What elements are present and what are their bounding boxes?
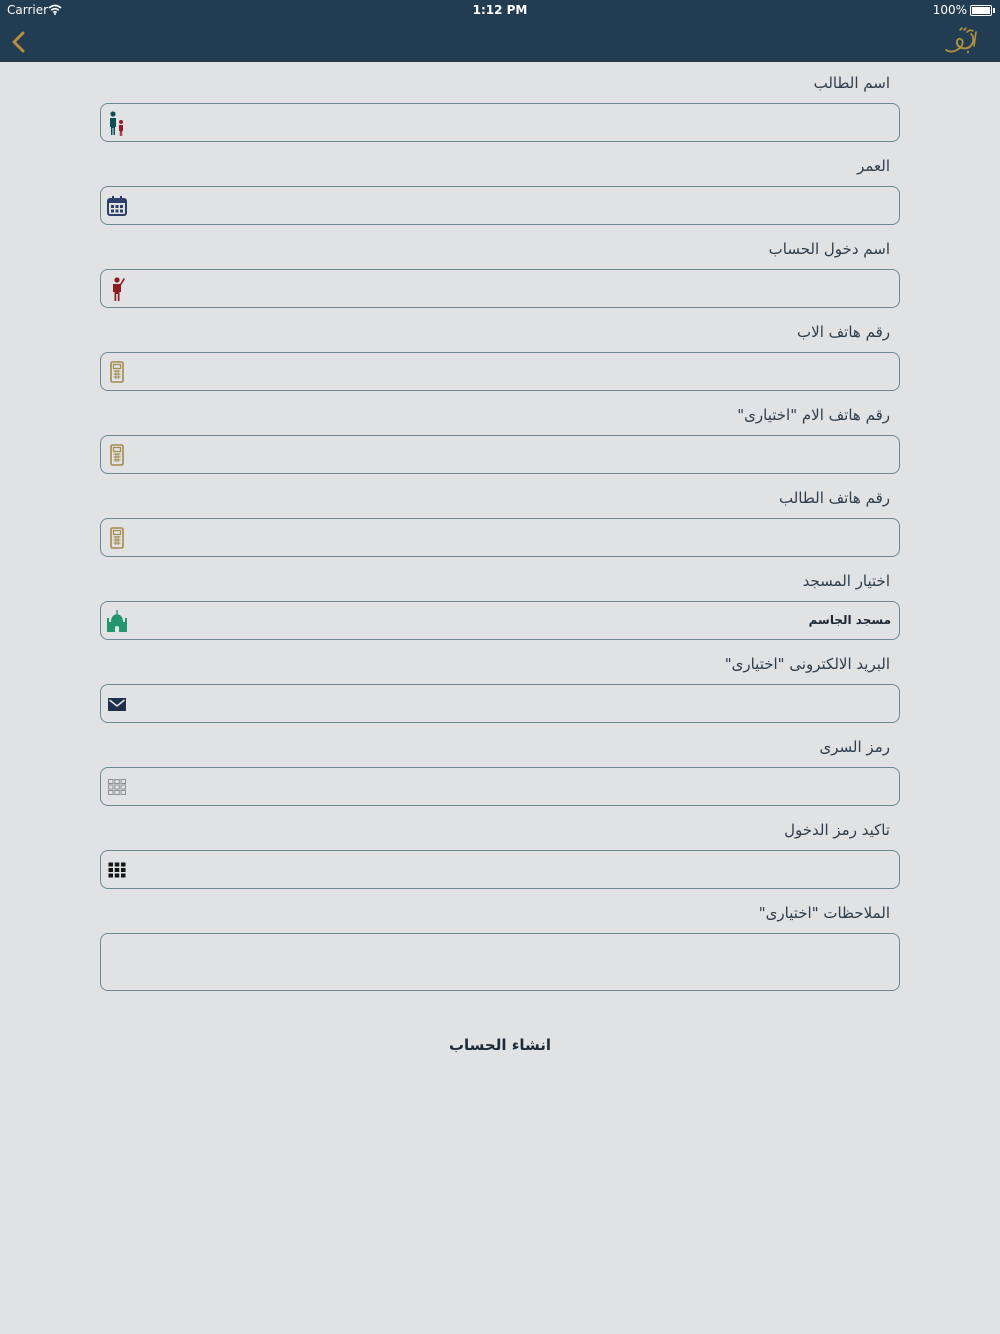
- mother-phone-label: رقم هاتف الام "اختيارى": [737, 406, 890, 424]
- back-button[interactable]: [6, 28, 32, 56]
- father-phone-field[interactable]: [100, 352, 900, 391]
- mosque-select-field[interactable]: [100, 601, 900, 640]
- age-field[interactable]: [100, 186, 900, 225]
- student-name-field[interactable]: [100, 103, 900, 142]
- mosque-selected-value: مسجد الجاسم: [808, 613, 891, 627]
- confirm-password-input[interactable]: [133, 851, 891, 888]
- calendar-icon: [106, 193, 128, 219]
- navigation-bar: [0, 0, 1000, 62]
- student-phone-field[interactable]: [100, 518, 900, 557]
- password-input[interactable]: [133, 768, 891, 805]
- mosque-select-label: اختيار المسجد: [802, 572, 890, 590]
- password-field[interactable]: [100, 767, 900, 806]
- phone-icon: [106, 442, 128, 468]
- student-name-label: اسم الطالب: [813, 74, 890, 92]
- father-phone-input[interactable]: [133, 353, 891, 390]
- phone-icon: [106, 359, 128, 385]
- keypad-outline-icon: [106, 774, 128, 800]
- notes-field[interactable]: [100, 933, 900, 991]
- student-name-input[interactable]: [133, 104, 891, 141]
- father-phone-label: رقم هاتف الاب: [797, 323, 890, 341]
- parent-child-icon: [106, 110, 128, 136]
- battery-percentage: 100%: [932, 3, 967, 17]
- notes-textarea[interactable]: [111, 934, 889, 996]
- phone-icon: [106, 525, 128, 551]
- account-username-field[interactable]: [100, 269, 900, 308]
- mother-phone-field[interactable]: [100, 435, 900, 474]
- email-input[interactable]: [133, 685, 891, 722]
- notes-label: الملاحظات "اختيارى": [758, 904, 890, 922]
- confirm-password-field[interactable]: [100, 850, 900, 889]
- account-username-label: اسم دخول الحساب: [768, 240, 890, 258]
- person-icon: [106, 276, 128, 302]
- create-account-button[interactable]: انشاء الحساب: [400, 1030, 600, 1060]
- mother-phone-input[interactable]: [133, 436, 891, 473]
- account-username-input[interactable]: [133, 270, 891, 307]
- battery-icon: [970, 5, 992, 16]
- carrier-label: Carrier: [7, 3, 49, 17]
- student-phone-label: رقم هاتف الطالب: [778, 489, 890, 507]
- password-label: رمز السرى: [819, 738, 890, 756]
- status-bar: [0, 0, 1000, 22]
- confirm-password-label: تاكيد رمز الدخول: [784, 821, 890, 839]
- mosque-icon: [106, 608, 128, 634]
- email-label: البريد الالكترونى "اختيارى": [724, 655, 890, 673]
- age-input[interactable]: [133, 187, 891, 224]
- envelope-icon: [106, 691, 128, 717]
- age-label: العمر: [857, 157, 890, 175]
- calligraphy-logo-icon: [942, 24, 982, 58]
- student-phone-input[interactable]: [133, 519, 891, 556]
- email-field[interactable]: [100, 684, 900, 723]
- status-time: 1:12 PM: [472, 3, 528, 17]
- keypad-solid-icon: [106, 857, 128, 883]
